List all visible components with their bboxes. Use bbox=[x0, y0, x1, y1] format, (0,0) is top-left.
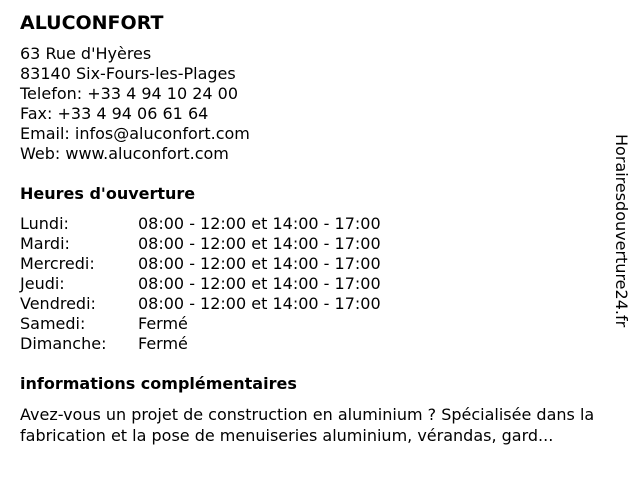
hours-time: 08:00 - 12:00 et 14:00 - 17:00 bbox=[138, 294, 381, 313]
hours-time: Fermé bbox=[138, 314, 188, 333]
hours-row-thursday bbox=[20, 274, 381, 294]
opening-hours-table bbox=[20, 214, 381, 354]
hours-row-monday bbox=[20, 214, 381, 234]
hours-row-friday bbox=[20, 294, 381, 314]
phone-number: Telefon: +33 4 94 10 24 00 bbox=[20, 84, 239, 103]
business-description: Avez-vous un projet de construction en aluminium ? Spécialisée dans la fabrication et la pose de menuiseries aluminium, vérandas, gard... bbox=[20, 405, 595, 445]
hours-row-sunday bbox=[20, 334, 381, 354]
email-address: Email: infos@aluconfort.com bbox=[20, 124, 250, 143]
hours-time: Fermé bbox=[138, 334, 188, 353]
hours-day: Samedi: bbox=[20, 314, 86, 333]
hours-day: Dimanche: bbox=[20, 334, 107, 353]
hours-row-saturday bbox=[20, 314, 381, 334]
address-city: 83140 Six-Fours-les-Plages bbox=[20, 64, 236, 83]
watermark-text: Horairesdouverture24.fr bbox=[612, 134, 631, 328]
additional-info-heading: informations complémentaires bbox=[20, 374, 297, 393]
hours-time: 08:00 - 12:00 et 14:00 - 17:00 bbox=[138, 254, 381, 273]
hours-day: Mardi: bbox=[20, 234, 70, 253]
hours-day: Jeudi: bbox=[20, 274, 65, 293]
website-address: Web: www.aluconfort.com bbox=[20, 144, 229, 163]
hours-day: Mercredi: bbox=[20, 254, 95, 273]
hours-time: 08:00 - 12:00 et 14:00 - 17:00 bbox=[138, 214, 381, 233]
business-name: ALUCONFORT bbox=[20, 12, 164, 34]
hours-row-wednesday bbox=[20, 254, 381, 274]
contact-details bbox=[20, 44, 250, 164]
hours-time: 08:00 - 12:00 et 14:00 - 17:00 bbox=[138, 274, 381, 293]
opening-hours-heading: Heures d'ouverture bbox=[20, 184, 196, 203]
hours-row-tuesday bbox=[20, 234, 381, 254]
hours-day: Vendredi: bbox=[20, 294, 96, 313]
address-street: 63 Rue d'Hyères bbox=[20, 44, 152, 63]
hours-day: Lundi: bbox=[20, 214, 69, 233]
site-watermark bbox=[609, 134, 633, 348]
hours-time: 08:00 - 12:00 et 14:00 - 17:00 bbox=[138, 234, 381, 253]
fax-number: Fax: +33 4 94 06 61 64 bbox=[20, 104, 209, 123]
